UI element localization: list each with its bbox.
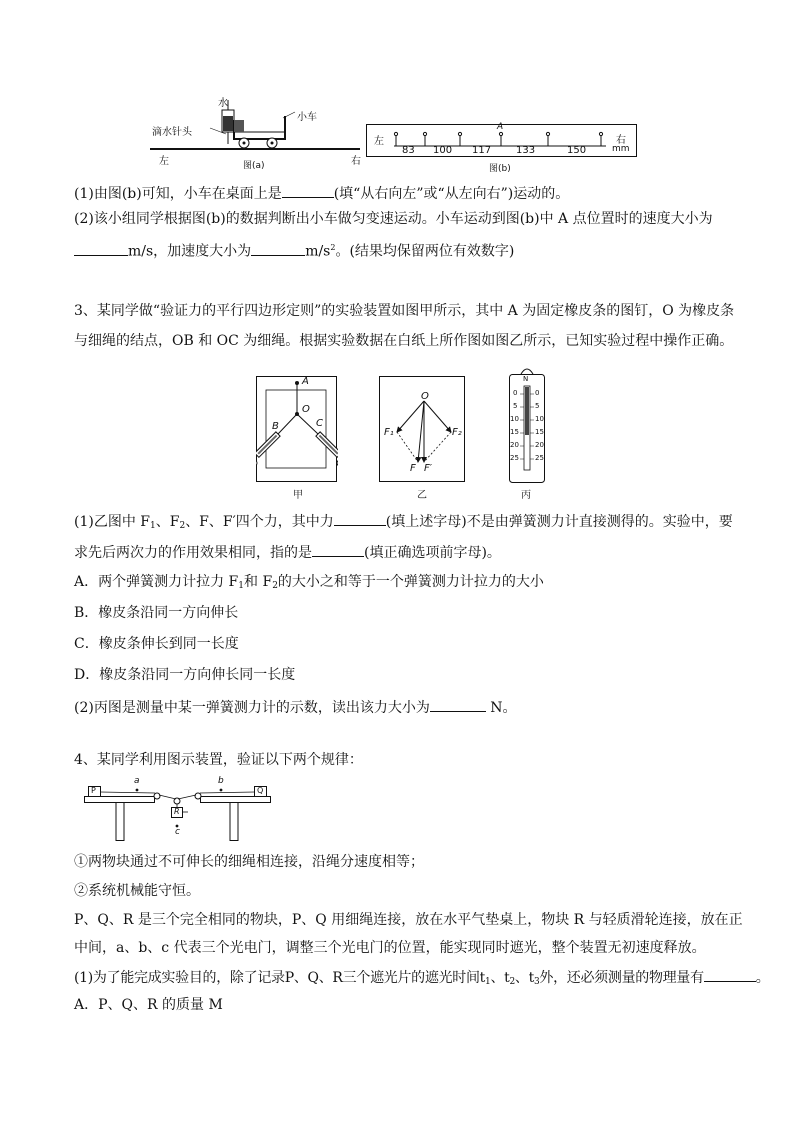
figure-b bbox=[366, 124, 638, 174]
q4-label-r: R bbox=[174, 807, 180, 816]
answer-blank[interactable] bbox=[74, 240, 128, 256]
q4-sub1-pre: (1)为了能完成实验目的，除了记录P、Q、R三个遮光片的遮光时间t bbox=[74, 970, 485, 986]
q3-sub2-post: N。 bbox=[485, 700, 517, 716]
bing-tick-right-5: 5 bbox=[535, 402, 540, 410]
q4-label-p: P bbox=[91, 786, 96, 795]
sub-3: 3 bbox=[533, 977, 540, 987]
cart-label: 小车 bbox=[297, 112, 317, 123]
point-a-label: A bbox=[497, 122, 504, 132]
figure-a bbox=[150, 94, 365, 170]
q3-sub1-post: (填上述字母)不是由弹簧测力计直接测得的。实验中，要 bbox=[385, 514, 733, 530]
segment-1: 83 bbox=[402, 145, 415, 156]
jia-label-b: B bbox=[272, 421, 279, 432]
q2-unit-accel: m/s bbox=[305, 243, 331, 260]
bing-tick-right-10: 10 bbox=[535, 415, 544, 423]
segment-4: 133 bbox=[516, 145, 536, 156]
q4-law1: ①两物块通过不可伸长的细绳相连接，沿绳分速度相等； bbox=[74, 854, 424, 870]
bing-tick-right-15: 15 bbox=[535, 428, 544, 436]
q2-sub1-post: (填“从右向左”或“从左向右”)运动的。 bbox=[333, 186, 570, 202]
q4-sub1 bbox=[74, 966, 769, 992]
answer-blank[interactable] bbox=[704, 966, 756, 982]
q3-sub1-line1 bbox=[74, 510, 733, 536]
yi-label-o: O bbox=[421, 391, 429, 402]
q2-sub1-pre: (1)由图(b)可知，小车在桌面上是 bbox=[74, 186, 282, 202]
bing-tick-right-0: 0 bbox=[535, 389, 540, 397]
q3-option-c: C．橡皮条伸长到同一长度 bbox=[74, 636, 239, 652]
answer-blank[interactable] bbox=[430, 696, 486, 712]
q3-sub1-mid1: 、F bbox=[155, 514, 180, 530]
figure-bing bbox=[503, 364, 551, 501]
q2-unit-exp: 2 bbox=[330, 243, 336, 252]
q4-label-c: c bbox=[175, 827, 180, 837]
figure-q4 bbox=[84, 776, 274, 844]
sub-1: 1 bbox=[238, 581, 245, 591]
q3-sub1-mid2: 、F、F′四个力，其中力 bbox=[185, 514, 334, 530]
q4-law2: ②系统机械能守恒。 bbox=[74, 883, 200, 899]
yi-label-fprime: F′ bbox=[424, 463, 433, 474]
q4-sub1-m2: 、t bbox=[514, 970, 534, 986]
sub-1: 1 bbox=[150, 521, 156, 531]
q3-sub1-pre: (1)乙图中 F bbox=[74, 514, 150, 530]
yi-label-f2: F₂ bbox=[452, 427, 462, 438]
figure-b-caption: 图(b) bbox=[489, 164, 511, 174]
bing-tick-right-20: 20 bbox=[535, 441, 544, 449]
q3-option-b: B．橡皮条沿同一方向伸长 bbox=[74, 605, 239, 621]
bing-tick-left-10: 10 bbox=[510, 415, 519, 423]
bing-tick-left-15: 15 bbox=[510, 428, 519, 436]
q3-option-a-post: 的大小之和等于一个弹簧测力计拉力的大小 bbox=[277, 574, 544, 590]
sub-1: 1 bbox=[485, 977, 491, 987]
tape-left-label: 左 bbox=[374, 136, 384, 147]
q2-sub2-line2 bbox=[74, 238, 514, 262]
q4-label-q: Q bbox=[257, 786, 264, 795]
bing-tick-left-20: 20 bbox=[510, 441, 519, 449]
bing-tick-left-0: 0 bbox=[513, 389, 518, 397]
bing-caption: 丙 bbox=[521, 490, 531, 501]
q4-sub1-m1: 、t bbox=[490, 970, 510, 986]
table-left-label: 左 bbox=[159, 156, 169, 167]
q2-sub2-line1: (2)该小组同学根据图(b)的数据判断出小车做匀变速运动。小车运动到图(b)中 A 点位置时的速度大小为 bbox=[74, 211, 713, 227]
jia-caption: 甲 bbox=[293, 490, 303, 501]
bing-tick-right-25: 25 bbox=[535, 454, 544, 462]
yi-caption: 乙 bbox=[417, 490, 427, 501]
q2-sub1 bbox=[74, 182, 569, 204]
q3-sub1-line2 bbox=[74, 541, 501, 563]
answer-blank[interactable] bbox=[312, 541, 364, 557]
water-label: 水 bbox=[218, 98, 228, 109]
q3-sub1-line2-post: (填正确选项前字母)。 bbox=[364, 545, 501, 561]
q3-option-d: D．橡皮条沿同一方向伸长同一长度 bbox=[74, 667, 296, 683]
figure-yi bbox=[379, 376, 466, 501]
jia-label-c: C bbox=[316, 418, 323, 429]
jia-label-a: A bbox=[302, 376, 309, 387]
q4-label-b: b bbox=[218, 776, 224, 786]
yi-label-f: F bbox=[410, 463, 416, 474]
segment-2: 100 bbox=[433, 145, 453, 156]
q4-stem: 4、某同学利用图示装置，验证以下两个规律： bbox=[74, 752, 363, 768]
q3-stem-line2: 与细绳的结点，OB 和 OC 为细绳。根据实验数据在白纸上所作图如图乙所示，已知实验过程中操作正确。 bbox=[74, 333, 734, 349]
q2-unit-velocity: m/s，加速度大小为 bbox=[128, 243, 252, 260]
yi-label-f1: F₁ bbox=[384, 427, 394, 438]
figure-jia bbox=[256, 376, 338, 501]
answer-blank[interactable] bbox=[282, 182, 334, 198]
jia-label-o: O bbox=[302, 404, 310, 415]
bing-tick-left-25: 25 bbox=[510, 454, 519, 462]
dropper-label: 滴水针头 bbox=[152, 127, 192, 138]
sub-2: 2 bbox=[272, 581, 278, 591]
sub-2: 2 bbox=[179, 521, 186, 531]
tape-right-label: 右 bbox=[616, 135, 626, 146]
sub-2: 2 bbox=[509, 977, 515, 987]
segment-3: 117 bbox=[472, 145, 492, 156]
bing-tick-left-5: 5 bbox=[513, 402, 518, 410]
q3-sub2 bbox=[74, 696, 517, 718]
q3-option-a bbox=[74, 572, 544, 596]
bing-label-n: N bbox=[523, 375, 529, 383]
figure-a-caption: 图(a) bbox=[243, 161, 265, 171]
answer-blank[interactable] bbox=[334, 510, 386, 526]
q4-desc-line2: 中间，a、b、c 代表三个光电门，调整三个光电门的位置，能实现同时遮光，整个装置无初速度释放。 bbox=[74, 940, 706, 956]
q3-option-a-mid: 和 F bbox=[244, 574, 273, 590]
segment-5: 150 bbox=[567, 145, 587, 156]
table-right-label: 右 bbox=[351, 156, 361, 167]
q4-sub1-post: 外，还必须测量的物理量有 bbox=[539, 970, 704, 986]
q3-sub2-pre: (2)丙图是测量中某一弹簧测力计的示数，读出该力大小为 bbox=[74, 700, 430, 716]
figure-jia-drawing bbox=[256, 376, 338, 484]
answer-blank[interactable] bbox=[251, 240, 305, 256]
q2-sub2-post: 。(结果均保留两位有效数字) bbox=[335, 243, 515, 260]
q4-desc-line1: P、Q、R 是三个完全相同的物块，P、Q 用细绳连接，放在水平气垫桌上，物块 R 与轻质滑轮连接，放在正 bbox=[74, 912, 743, 928]
q4-option-a: A．P、Q、R 的质量 M bbox=[74, 997, 223, 1013]
q3-sub1-line2-pre: 求先后两次力的作用效果相同，指的是 bbox=[74, 545, 312, 561]
q4-label-a: a bbox=[134, 776, 140, 786]
q4-sub1-end: 。 bbox=[755, 970, 770, 986]
tape-unit: mm bbox=[612, 144, 630, 154]
q3-option-a-pre: A．两个弹簧测力计拉力 F bbox=[74, 574, 239, 590]
q3-stem-line1: 3、某同学做“验证力的平行四边形定则”的实验装置如图甲所示，其中 A 为固定橡皮条的图钉，O 为橡皮条 bbox=[74, 303, 735, 319]
